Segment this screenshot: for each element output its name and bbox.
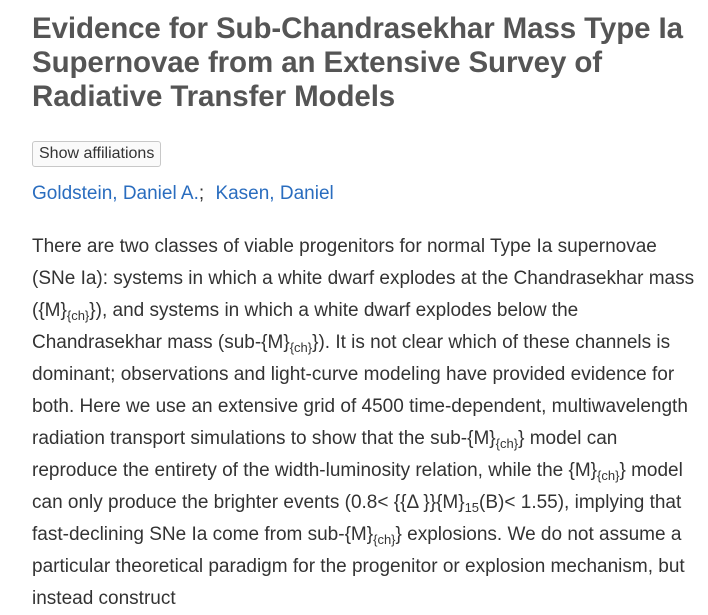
abstract-subscript: {ch} xyxy=(495,436,519,451)
abstract-text xyxy=(32,231,696,615)
abstract-math: {M} xyxy=(344,524,374,545)
abstract-segment: } model can reproduce the entirety of the width-luminosity relation, while the xyxy=(32,428,618,481)
abstract-subscript: {ch} xyxy=(597,468,620,483)
author-link-goldstein[interactable]: Goldstein, Daniel A. xyxy=(32,183,199,204)
abstract-math: {M} xyxy=(261,332,290,353)
abstract-segment: } model can only produce the brighter events (0.8< {{Δ }}{M} xyxy=(32,460,683,513)
paper-title: Evidence for Sub-Chandrasekhar Mass Type Ia Supernovae from an Extensive Survey of Radiative Transfer Models xyxy=(32,12,683,113)
abstract-segment: }), and systems in which a white dwarf explodes below the Chandrasekhar mass (sub- xyxy=(32,300,579,353)
abstract-subscript: {ch} xyxy=(373,532,396,547)
abstract-subscript: {ch} xyxy=(66,308,90,323)
affiliations-row xyxy=(32,114,696,167)
author-separator: ; xyxy=(198,183,205,204)
abstract-segment: (B)< 1.55), implying that fast-declining SNe Ia come from sub- xyxy=(32,492,682,545)
abstract-segment: }). It is not clear which of these channels is dominant; observations and light-curve modeling have provided evidence for both. Here we use an extensive grid of 4500 time-dependent, multiwavelength radiation transport simulations to show that the sub- xyxy=(32,332,688,449)
abstract-math: {M} xyxy=(38,300,67,321)
abstract-subscript: 15 xyxy=(464,500,480,515)
author-list xyxy=(32,182,696,206)
abstract-segment: There are two classes of viable progenitors for normal Type Ia supernovae (SNe Ia): systems in which a white dwarf explodes at the Chandrasekhar mass ( xyxy=(32,236,695,321)
show-affiliations-button[interactable]: Show affiliations xyxy=(32,141,161,167)
abstract-segment: } explosions. We do not assume a particular theoretical paradigm for the progenitor or explosion mechanism, but instead construct xyxy=(32,524,685,609)
abstract-page xyxy=(32,12,696,615)
abstract-math: {M} xyxy=(467,428,496,449)
author-link-kasen[interactable]: Kasen, Daniel xyxy=(215,183,334,204)
abstract-math: {M} xyxy=(568,460,598,481)
abstract-subscript: {ch} xyxy=(289,340,313,355)
